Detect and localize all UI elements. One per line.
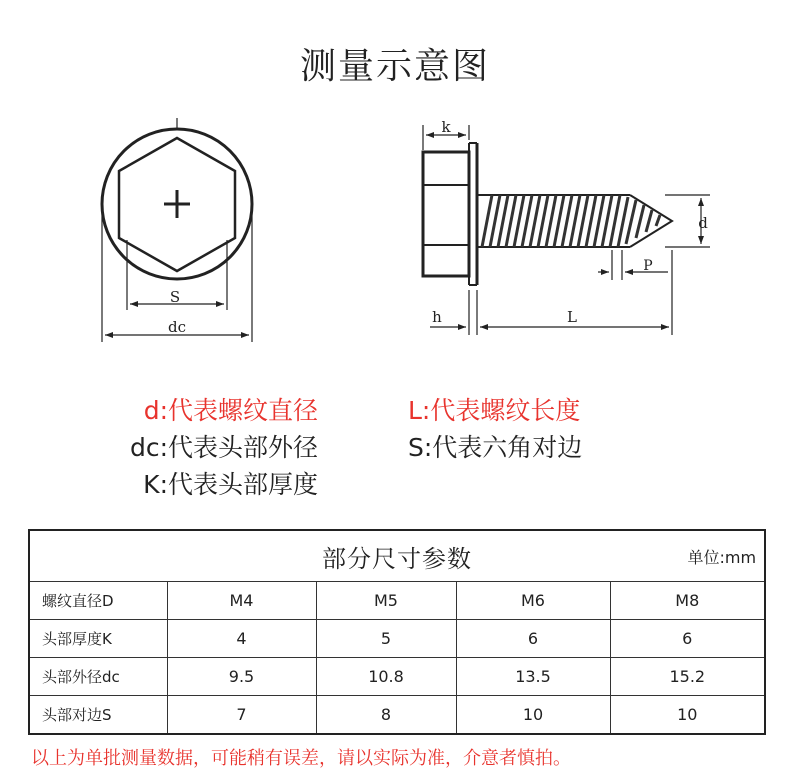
k-dimension-label: k — [441, 118, 451, 136]
legend-left — [93, 392, 318, 503]
table-cell: M6 — [456, 582, 610, 620]
table-cell: 13.5 — [456, 658, 610, 696]
table-cell: M5 — [316, 582, 456, 620]
h-dimension-label: h — [432, 308, 442, 326]
table-row — [29, 582, 765, 620]
row-label: 螺纹直径D — [29, 582, 167, 620]
table-cell: 8 — [316, 696, 456, 735]
table-cell: M4 — [167, 582, 316, 620]
table-cell: 10.8 — [316, 658, 456, 696]
table-cell: 5 — [316, 620, 456, 658]
table-cell: 4 — [167, 620, 316, 658]
row-label: 头部厚度K — [29, 620, 167, 658]
table-header-cell — [29, 530, 765, 582]
table-cell: 6 — [456, 620, 610, 658]
head-top-view — [102, 118, 252, 342]
table-cell: 15.2 — [610, 658, 765, 696]
legend-k: K:代表头部厚度 — [143, 470, 318, 499]
row-label: 头部对边S — [29, 696, 167, 735]
disclaimer-note: 以上为单批测量数据，可能稍有误差，请以实际为准，介意者慎拍。 — [31, 748, 571, 769]
screw-diagram — [0, 0, 790, 360]
table-row — [29, 620, 765, 658]
legend-right — [408, 392, 668, 466]
table-cell: 7 — [167, 696, 316, 735]
thread-lines — [482, 195, 660, 247]
table-cell: 10 — [610, 696, 765, 735]
table-row — [29, 658, 765, 696]
s-dimension-label: S — [169, 288, 181, 306]
spec-table — [28, 529, 766, 735]
table-cell: 6 — [610, 620, 765, 658]
dc-dimension-label: dc — [167, 318, 187, 336]
d-dimension-label: d — [698, 214, 708, 232]
row-label: 头部外径dc — [29, 658, 167, 696]
p-dimension-label: P — [643, 258, 653, 274]
page-title: 测量示意图 — [299, 46, 490, 87]
table-row — [29, 696, 765, 735]
l-dimension-label: L — [567, 308, 577, 326]
table-title: 部分尺寸参数 — [322, 544, 473, 573]
table-unit: 单位:mm — [687, 548, 757, 567]
legend-d: d:代表螺纹直径 — [143, 396, 318, 425]
table-title-row — [29, 530, 765, 582]
table-cell: 10 — [456, 696, 610, 735]
legend-dc: dc:代表头部外径 — [129, 433, 318, 462]
table-cell: M8 — [610, 582, 765, 620]
legend-s: S:代表六角对边 — [408, 433, 583, 462]
legend-l: L:代表螺纹长度 — [408, 396, 581, 425]
table-cell: 9.5 — [167, 658, 316, 696]
